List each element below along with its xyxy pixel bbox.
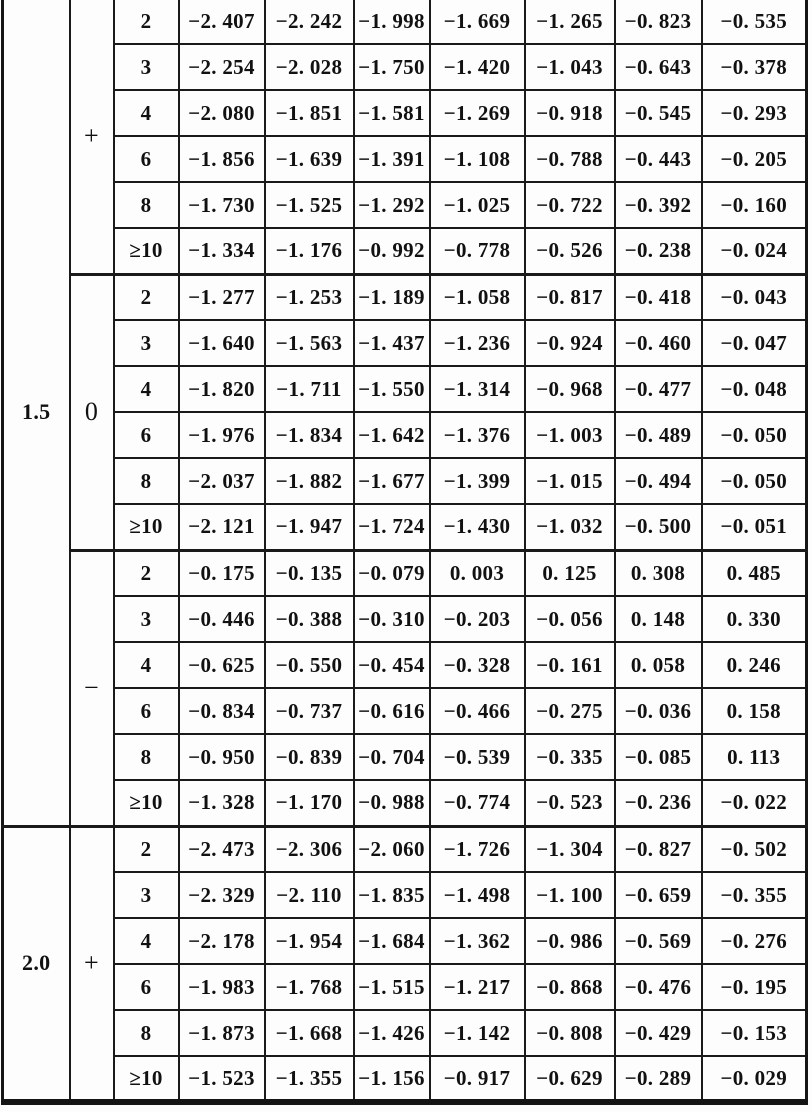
value-cell: −1. 642 bbox=[354, 412, 430, 458]
value-cell: −0. 388 bbox=[265, 596, 354, 642]
value-cell: −0. 048 bbox=[702, 366, 807, 412]
value-cell: −1. 142 bbox=[430, 1010, 525, 1056]
table-row bbox=[3, 504, 807, 550]
value-cell: −0. 569 bbox=[615, 918, 702, 964]
row-header-cell: 4 bbox=[114, 90, 179, 136]
value-cell: −0. 494 bbox=[615, 458, 702, 504]
value-cell: −1. 314 bbox=[430, 366, 525, 412]
value-cell: −1. 236 bbox=[430, 320, 525, 366]
value-cell: −1. 362 bbox=[430, 918, 525, 964]
value-cell: −0. 625 bbox=[179, 642, 265, 688]
row-header-cell: 2 bbox=[114, 826, 179, 872]
value-cell: −0. 988 bbox=[354, 780, 430, 826]
value-cell: −1. 334 bbox=[179, 228, 265, 274]
value-cell: −0. 500 bbox=[615, 504, 702, 550]
value-cell: −1. 726 bbox=[430, 826, 525, 872]
value-cell: 0. 003 bbox=[430, 550, 525, 596]
table-row bbox=[3, 780, 807, 826]
value-cell: −0. 629 bbox=[525, 1056, 615, 1102]
value-cell: −1. 043 bbox=[525, 44, 615, 90]
value-cell: −1. 976 bbox=[179, 412, 265, 458]
row-header-cell: 2 bbox=[114, 550, 179, 596]
value-cell: −0. 643 bbox=[615, 44, 702, 90]
value-cell: −2. 121 bbox=[179, 504, 265, 550]
value-cell: −1. 668 bbox=[265, 1010, 354, 1056]
value-cell: −0. 429 bbox=[615, 1010, 702, 1056]
value-cell: −0. 446 bbox=[179, 596, 265, 642]
value-cell: −1. 835 bbox=[354, 872, 430, 918]
value-cell: −0. 050 bbox=[702, 458, 807, 504]
value-cell: −1. 217 bbox=[430, 964, 525, 1010]
value-cell: −0. 293 bbox=[702, 90, 807, 136]
row-header-cell: 4 bbox=[114, 366, 179, 412]
table-row bbox=[3, 412, 807, 458]
value-cell: −0. 868 bbox=[525, 964, 615, 1010]
value-cell: −0. 460 bbox=[615, 320, 702, 366]
value-cell: −0. 924 bbox=[525, 320, 615, 366]
value-cell: −0. 051 bbox=[702, 504, 807, 550]
value-cell: −1. 724 bbox=[354, 504, 430, 550]
value-cell: −0. 539 bbox=[430, 734, 525, 780]
value-cell: −1. 563 bbox=[265, 320, 354, 366]
value-cell: −0. 704 bbox=[354, 734, 430, 780]
value-cell: −1. 277 bbox=[179, 274, 265, 320]
value-cell: −0. 047 bbox=[702, 320, 807, 366]
row-header-cell: 2 bbox=[114, 0, 179, 44]
value-cell: −0. 160 bbox=[702, 182, 807, 228]
value-cell: −0. 275 bbox=[525, 688, 615, 734]
value-cell: −0. 502 bbox=[702, 826, 807, 872]
row-header-cell: 4 bbox=[114, 642, 179, 688]
value-cell: −0. 175 bbox=[179, 550, 265, 596]
value-cell: −1. 426 bbox=[354, 1010, 430, 1056]
value-cell: −0. 659 bbox=[615, 872, 702, 918]
row-header-cell: 8 bbox=[114, 1010, 179, 1056]
value-cell: −0. 079 bbox=[354, 550, 430, 596]
value-cell: 0. 246 bbox=[702, 642, 807, 688]
value-cell: −1. 355 bbox=[265, 1056, 354, 1102]
value-cell: −0. 454 bbox=[354, 642, 430, 688]
value-cell: −2. 329 bbox=[179, 872, 265, 918]
value-cell: −0. 992 bbox=[354, 228, 430, 274]
value-cell: −1. 820 bbox=[179, 366, 265, 412]
data-table bbox=[1, 0, 808, 1105]
table-row bbox=[3, 1010, 807, 1056]
row-header-cell: 4 bbox=[114, 918, 179, 964]
value-cell: −1. 100 bbox=[525, 872, 615, 918]
row-header-cell: 3 bbox=[114, 44, 179, 90]
value-cell: −2. 037 bbox=[179, 458, 265, 504]
value-cell: −0. 476 bbox=[615, 964, 702, 1010]
value-cell: −0. 205 bbox=[702, 136, 807, 182]
value-cell: −1. 873 bbox=[179, 1010, 265, 1056]
value-cell: −0. 135 bbox=[265, 550, 354, 596]
value-cell: −0. 392 bbox=[615, 182, 702, 228]
value-cell: −0. 788 bbox=[525, 136, 615, 182]
row-header-cell: 6 bbox=[114, 136, 179, 182]
value-cell: −0. 378 bbox=[702, 44, 807, 90]
value-cell: −0. 355 bbox=[702, 872, 807, 918]
sign-label-cell: 0 bbox=[70, 274, 114, 550]
value-cell: −1. 176 bbox=[265, 228, 354, 274]
value-cell: −0. 153 bbox=[702, 1010, 807, 1056]
value-cell: −0. 310 bbox=[354, 596, 430, 642]
row-header-cell: 3 bbox=[114, 596, 179, 642]
value-cell: −2. 306 bbox=[265, 826, 354, 872]
value-cell: −0. 950 bbox=[179, 734, 265, 780]
value-cell: −1. 581 bbox=[354, 90, 430, 136]
value-cell: −1. 391 bbox=[354, 136, 430, 182]
table-row bbox=[3, 0, 807, 44]
value-cell: −0. 827 bbox=[615, 826, 702, 872]
value-cell: −0. 489 bbox=[615, 412, 702, 458]
group-label-cell: 2.0 bbox=[3, 826, 70, 1102]
value-cell: −2. 110 bbox=[265, 872, 354, 918]
value-cell: −1. 025 bbox=[430, 182, 525, 228]
group-label-cell: 1.5 bbox=[3, 0, 70, 826]
sign-label-cell: + bbox=[70, 826, 114, 1102]
value-cell: −2. 473 bbox=[179, 826, 265, 872]
value-cell: −1. 498 bbox=[430, 872, 525, 918]
value-cell: −0. 823 bbox=[615, 0, 702, 44]
value-cell: −0. 085 bbox=[615, 734, 702, 780]
row-header-cell: 3 bbox=[114, 872, 179, 918]
value-cell: −1. 947 bbox=[265, 504, 354, 550]
row-header-cell: 6 bbox=[114, 964, 179, 1010]
value-cell: 0. 158 bbox=[702, 688, 807, 734]
table-row bbox=[3, 274, 807, 320]
value-cell: −0. 289 bbox=[615, 1056, 702, 1102]
value-cell: −1. 304 bbox=[525, 826, 615, 872]
table-row bbox=[3, 1056, 807, 1102]
value-cell: −1. 669 bbox=[430, 0, 525, 44]
value-cell: −1. 292 bbox=[354, 182, 430, 228]
value-cell: −1. 189 bbox=[354, 274, 430, 320]
value-cell: −1. 170 bbox=[265, 780, 354, 826]
value-cell: −1. 399 bbox=[430, 458, 525, 504]
value-cell: −1. 420 bbox=[430, 44, 525, 90]
value-cell: −1. 640 bbox=[179, 320, 265, 366]
value-cell: −1. 265 bbox=[525, 0, 615, 44]
table-row bbox=[3, 964, 807, 1010]
row-header-cell: ≥10 bbox=[114, 228, 179, 274]
value-cell: −2. 028 bbox=[265, 44, 354, 90]
value-cell: −1. 711 bbox=[265, 366, 354, 412]
value-cell: −2. 178 bbox=[179, 918, 265, 964]
value-cell: −1. 015 bbox=[525, 458, 615, 504]
value-cell: −0. 335 bbox=[525, 734, 615, 780]
sign-label-cell: − bbox=[70, 550, 114, 826]
value-cell: −1. 376 bbox=[430, 412, 525, 458]
table-row bbox=[3, 734, 807, 780]
value-cell: −0. 808 bbox=[525, 1010, 615, 1056]
table-row bbox=[3, 688, 807, 734]
value-cell: −0. 774 bbox=[430, 780, 525, 826]
table-row bbox=[3, 228, 807, 274]
value-cell: −0. 195 bbox=[702, 964, 807, 1010]
table-row bbox=[3, 182, 807, 228]
row-header-cell: 3 bbox=[114, 320, 179, 366]
value-cell: −2. 080 bbox=[179, 90, 265, 136]
value-cell: −1. 639 bbox=[265, 136, 354, 182]
value-cell: −1. 768 bbox=[265, 964, 354, 1010]
value-cell: −1. 437 bbox=[354, 320, 430, 366]
value-cell: −0. 616 bbox=[354, 688, 430, 734]
value-cell: −0. 523 bbox=[525, 780, 615, 826]
value-cell: −1. 851 bbox=[265, 90, 354, 136]
row-header-cell: 8 bbox=[114, 458, 179, 504]
value-cell: −2. 242 bbox=[265, 0, 354, 44]
value-cell: −0. 550 bbox=[265, 642, 354, 688]
value-cell: −1. 550 bbox=[354, 366, 430, 412]
value-cell: −0. 276 bbox=[702, 918, 807, 964]
row-header-cell: 6 bbox=[114, 688, 179, 734]
value-cell: −2. 254 bbox=[179, 44, 265, 90]
value-cell: −0. 466 bbox=[430, 688, 525, 734]
value-cell: −0. 328 bbox=[430, 642, 525, 688]
table-row bbox=[3, 918, 807, 964]
table-row bbox=[3, 550, 807, 596]
table-row bbox=[3, 642, 807, 688]
value-cell: −1. 998 bbox=[354, 0, 430, 44]
value-cell: −0. 477 bbox=[615, 366, 702, 412]
table-row bbox=[3, 458, 807, 504]
value-cell: −0. 161 bbox=[525, 642, 615, 688]
value-cell: −1. 430 bbox=[430, 504, 525, 550]
value-cell: −0. 917 bbox=[430, 1056, 525, 1102]
value-cell: −0. 238 bbox=[615, 228, 702, 274]
value-cell: −1. 677 bbox=[354, 458, 430, 504]
row-header-cell: ≥10 bbox=[114, 1056, 179, 1102]
value-cell: −1. 856 bbox=[179, 136, 265, 182]
value-cell: −1. 328 bbox=[179, 780, 265, 826]
value-cell: −2. 407 bbox=[179, 0, 265, 44]
value-cell: −1. 003 bbox=[525, 412, 615, 458]
value-cell: −1. 523 bbox=[179, 1056, 265, 1102]
table-row bbox=[3, 826, 807, 872]
row-header-cell: 2 bbox=[114, 274, 179, 320]
value-cell: −1. 269 bbox=[430, 90, 525, 136]
value-cell: −0. 839 bbox=[265, 734, 354, 780]
table-row bbox=[3, 320, 807, 366]
value-cell: −0. 778 bbox=[430, 228, 525, 274]
value-cell: −0. 722 bbox=[525, 182, 615, 228]
row-header-cell: ≥10 bbox=[114, 780, 179, 826]
value-cell: −0. 043 bbox=[702, 274, 807, 320]
value-cell: −1. 684 bbox=[354, 918, 430, 964]
value-cell: −1. 750 bbox=[354, 44, 430, 90]
value-cell: −1. 253 bbox=[265, 274, 354, 320]
table-row bbox=[3, 90, 807, 136]
value-cell: −1. 983 bbox=[179, 964, 265, 1010]
value-cell: 0. 148 bbox=[615, 596, 702, 642]
value-cell: −0. 817 bbox=[525, 274, 615, 320]
value-cell: −1. 954 bbox=[265, 918, 354, 964]
value-cell: −0. 203 bbox=[430, 596, 525, 642]
value-cell: −1. 882 bbox=[265, 458, 354, 504]
value-cell: −0. 418 bbox=[615, 274, 702, 320]
value-cell: −0. 022 bbox=[702, 780, 807, 826]
value-cell: −0. 056 bbox=[525, 596, 615, 642]
value-cell: −0. 029 bbox=[702, 1056, 807, 1102]
value-cell: −1. 108 bbox=[430, 136, 525, 182]
value-cell: 0. 058 bbox=[615, 642, 702, 688]
value-cell: −0. 443 bbox=[615, 136, 702, 182]
value-cell: −1. 156 bbox=[354, 1056, 430, 1102]
row-header-cell: 8 bbox=[114, 182, 179, 228]
row-header-cell: 6 bbox=[114, 412, 179, 458]
value-cell: 0. 308 bbox=[615, 550, 702, 596]
value-cell: 0. 125 bbox=[525, 550, 615, 596]
value-cell: −0. 236 bbox=[615, 780, 702, 826]
table-body bbox=[3, 0, 807, 1102]
value-cell: −1. 058 bbox=[430, 274, 525, 320]
value-cell: −0. 834 bbox=[179, 688, 265, 734]
value-cell: −0. 526 bbox=[525, 228, 615, 274]
value-cell: −0. 036 bbox=[615, 688, 702, 734]
value-cell: 0. 485 bbox=[702, 550, 807, 596]
value-cell: −0. 968 bbox=[525, 366, 615, 412]
sign-label-cell: + bbox=[70, 0, 114, 274]
value-cell: −0. 545 bbox=[615, 90, 702, 136]
table-row bbox=[3, 872, 807, 918]
value-cell: −1. 525 bbox=[265, 182, 354, 228]
value-cell: −1. 032 bbox=[525, 504, 615, 550]
value-cell: −0. 986 bbox=[525, 918, 615, 964]
value-cell: 0. 330 bbox=[702, 596, 807, 642]
value-cell: −1. 834 bbox=[265, 412, 354, 458]
value-cell: −0. 737 bbox=[265, 688, 354, 734]
table-row bbox=[3, 366, 807, 412]
value-cell: −0. 535 bbox=[702, 0, 807, 44]
value-cell: −2. 060 bbox=[354, 826, 430, 872]
value-cell: −0. 024 bbox=[702, 228, 807, 274]
value-cell: −0. 918 bbox=[525, 90, 615, 136]
value-cell: 0. 113 bbox=[702, 734, 807, 780]
value-cell: −1. 730 bbox=[179, 182, 265, 228]
table-row bbox=[3, 136, 807, 182]
row-header-cell: 8 bbox=[114, 734, 179, 780]
table-row bbox=[3, 596, 807, 642]
value-cell: −0. 050 bbox=[702, 412, 807, 458]
value-cell: −1. 515 bbox=[354, 964, 430, 1010]
row-header-cell: ≥10 bbox=[114, 504, 179, 550]
table-row bbox=[3, 44, 807, 90]
